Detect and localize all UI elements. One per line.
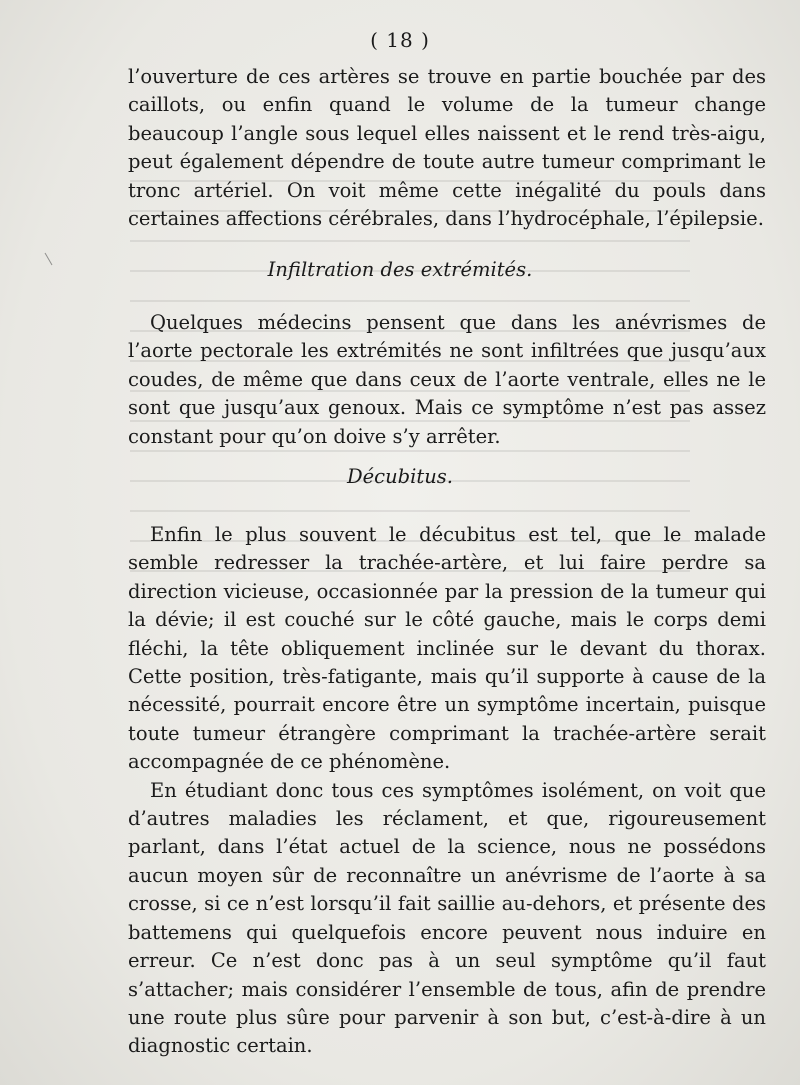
paragraph-continuation [128,63,766,233]
paragraph-2: Quelques médecins pensent que dans les anévrismes de l’aorte pectorale les extrémités ne sont infiltrées que jusqu’aux coudes, de même que dans ceux de l’aorte ventrale, elles ne le sont que jusqu’aux genoux. Mais ce symptôme n’est pas assez constant pour qu’on doive s’y arrêter. [128,311,766,448]
paragraph-4: En étudiant donc tous ces symptômes isolément, on voit que d’autres maladies les réclament, et que, rigoureusement parlant, dans l’état actuel de la science, nous ne possédons aucun moyen sûr de reconnaître un anévrisme de l’aorte à sa crosse, si ce n’est lorsqu’il fait saillie au-dehors, et présente des battemens qui quelquefois encore peuvent nous induire en erreur. Ce n’est donc pas à un seul symptôme qu’il faut s’attacher; mais considérer l’ensemble de tous, afin de prendre une route plus sûre pour parvenir à son but, c’est-à-dire à un diagnostic certain. [128,778,766,1058]
paragraph-1: l’ouverture de ces artères se trouve en partie bouchée par des caillots, ou enfin quand le volume de la tumeur change beaucoup l’angle sous lequel elles naissent et le rend très-aigu, peut également dépendre de toute autre tumeur comprimant le tronc artériel. On voit même cette inégalité du pouls dans certaines affections cérébrales, dans l’hydrocéphale, l’épilepsie. [128,65,766,231]
paragraph-3: Enfin le plus souvent le décubitus est tel, que le malade semble redresser la trachée-artère, et lui faire perdre sa direction vicieuse, occasionnée par la pression de la tumeur qui la dévie; il est couché sur le côté gauche, mais le corps demi fléchi, la tête obliquement inclinée sur le devant du thorax. Cette position, très-fatigante, mais qu’il supporte à cause de la nécessité, pourrait encore être un symptôme incertain, puisque toute tumeur étrangère comprimant la trachée-artère serait accompagnée de ce phénomène. [128,523,766,774]
paragraph-infiltration [128,309,766,451]
section-heading-infiltration: Infiltration des extrémités. [267,258,533,281]
section-heading-decubitus: Décubitus. [347,465,453,488]
paragraph-decubitus [128,521,766,1061]
page-number: ( 18 ) [370,28,430,52]
